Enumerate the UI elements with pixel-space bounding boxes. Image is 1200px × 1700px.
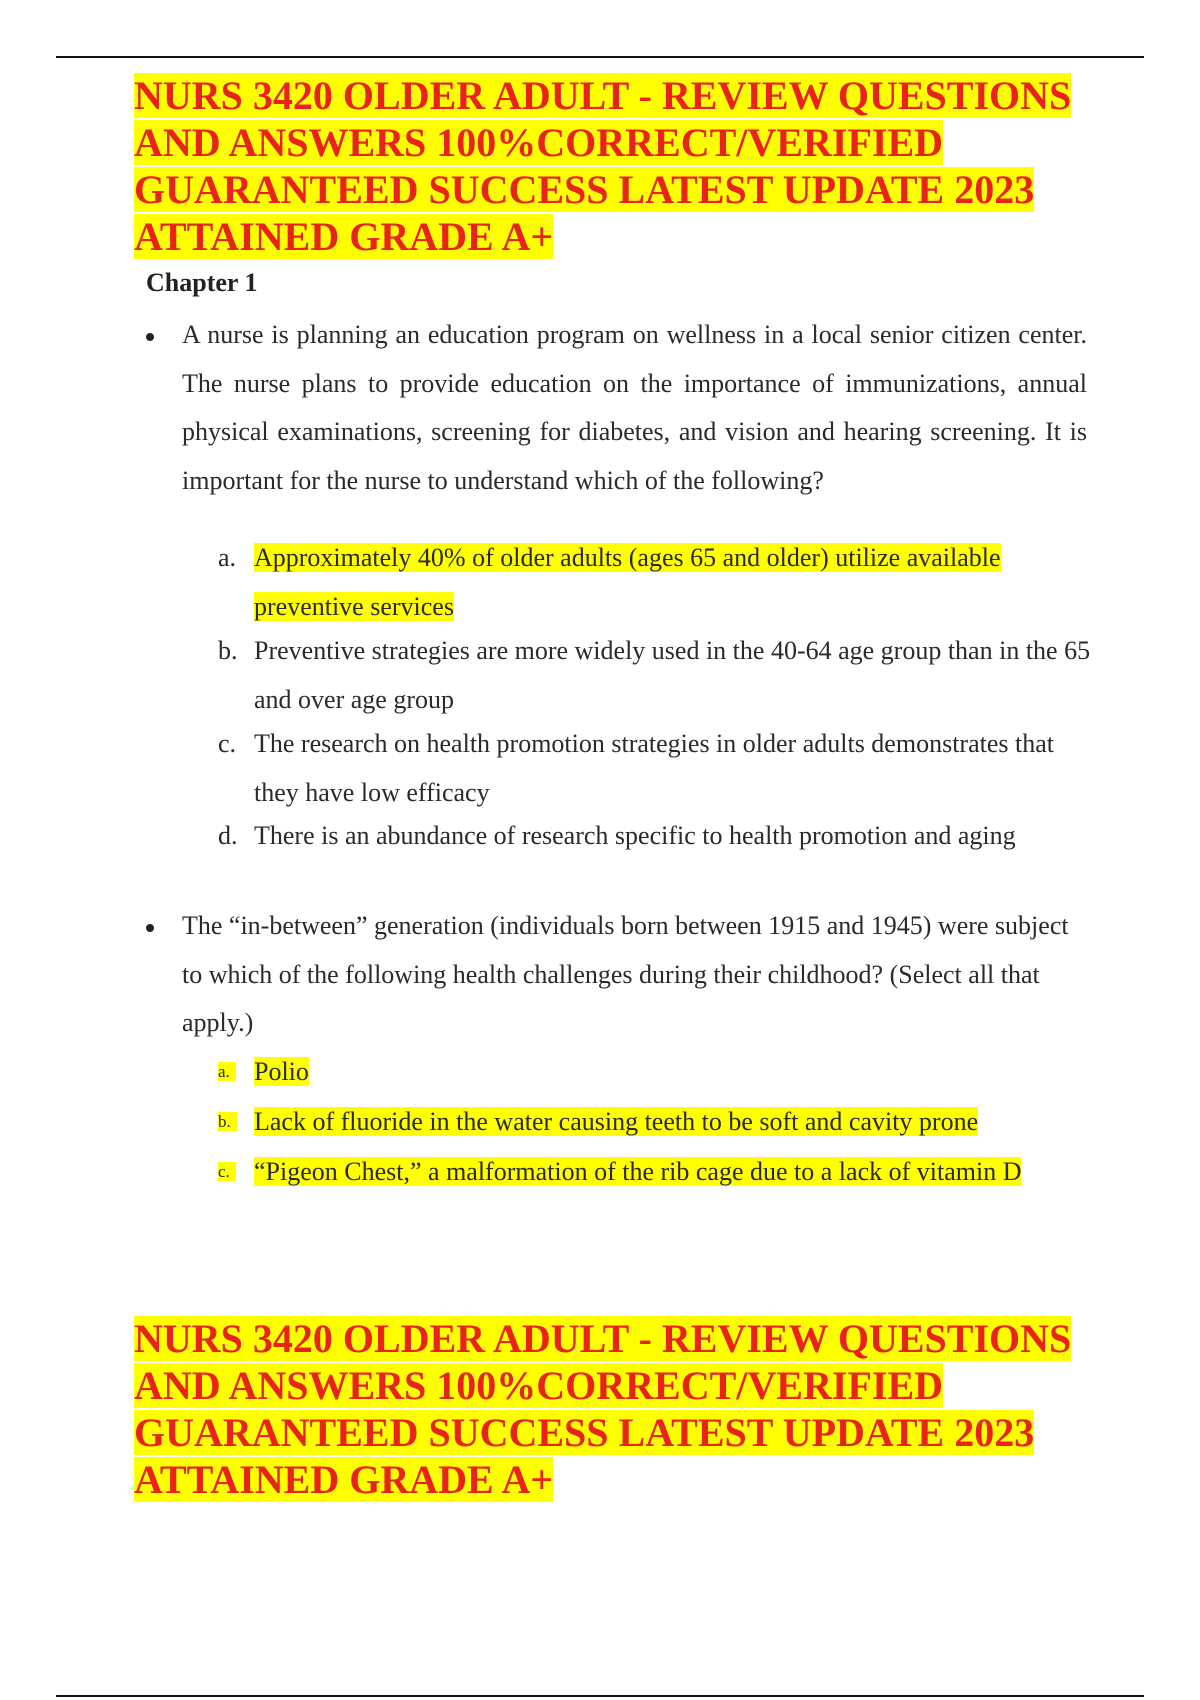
option-letter: c. <box>218 1162 236 1181</box>
option-text: Preventive strategies are more widely used in the 40-64 age group than in the 65 and over age group <box>254 636 1091 714</box>
option-text-correct: Lack of fluoride in the water causing teeth to be soft and cavity prone <box>254 1107 979 1136</box>
top-rule <box>56 56 1144 58</box>
bullet-icon <box>146 333 154 341</box>
option-letter: d. <box>218 821 238 850</box>
question-2-option-c <box>218 1148 1098 1197</box>
bullet-icon <box>146 924 154 932</box>
document-title-text: NURS 3420 OLDER ADULT - REVIEW QUESTIONS AND ANSWERS 100%CORRECT/VERIFIED GUARANTEED SUCCESS LATEST UPDATE 2023 ATTAINED GRADE A+ <box>134 73 1072 259</box>
option-text: The research on health promotion strategies in older adults demonstrates that they have low efficacy <box>254 729 1054 807</box>
option-text-correct: Approximately 40% of older adults (ages 65 and older) utilize available preventive services <box>254 543 1001 621</box>
question-1-option-d <box>218 812 1098 861</box>
question-2-stem: The “in-between” generation (individuals born between 1915 and 1945) were subject to which of the following health challenges during their childhood? (Select all that apply.) <box>182 911 1069 1037</box>
option-letter: a. <box>218 1062 236 1081</box>
question-1-option-a <box>218 534 1098 631</box>
document-title <box>134 72 1094 260</box>
option-text-correct: “Pigeon Chest,” a malformation of the rib cage due to a lack of vitamin D <box>254 1157 1022 1186</box>
option-text-correct: Polio <box>254 1057 309 1086</box>
option-letter: b. <box>218 1112 237 1131</box>
chapter-heading: Chapter 1 <box>146 268 258 297</box>
question-1-option-b <box>218 627 1098 724</box>
bottom-rule <box>56 1695 1144 1697</box>
option-letter: a. <box>218 543 237 572</box>
question-1-option-c <box>218 720 1098 817</box>
option-letter: b. <box>218 636 238 665</box>
footer-title <box>134 1315 1094 1503</box>
option-text: There is an abundance of research specific to health promotion and aging <box>254 821 1016 850</box>
question-1-stem: A nurse is planning an education program on wellness in a local senior citizen center. The nurse plans to provide education on the importance of immunizations, annual physical examinations, screening for diabetes, and vision and hearing screening. It is important for the nurse to understand which of the following? <box>182 320 1087 495</box>
footer-title-text: NURS 3420 OLDER ADULT - REVIEW QUESTIONS AND ANSWERS 100%CORRECT/VERIFIED GUARANTEED SUCCESS LATEST UPDATE 2023 ATTAINED GRADE A+ <box>134 1316 1072 1502</box>
question-2-option-b <box>218 1098 1098 1147</box>
option-letter: c. <box>218 729 237 758</box>
question-2-option-a <box>218 1048 1098 1097</box>
